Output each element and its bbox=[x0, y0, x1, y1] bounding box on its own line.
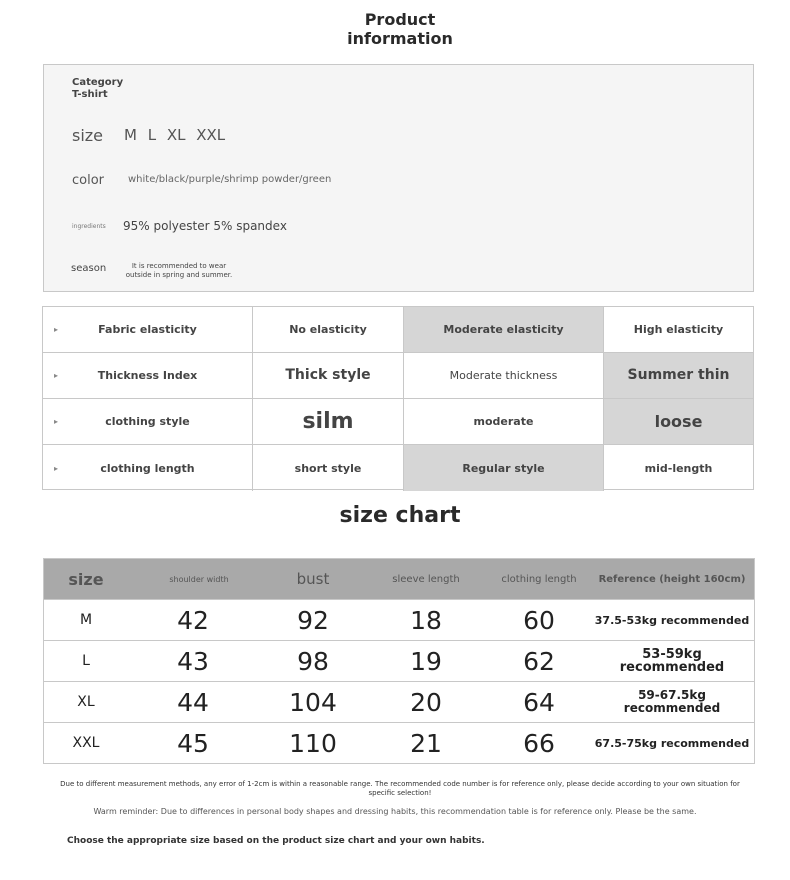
page-title-line1: Product bbox=[364, 10, 436, 29]
attribute-row-style bbox=[43, 399, 753, 445]
category-value: T-shirt bbox=[72, 89, 108, 100]
table-row bbox=[44, 640, 754, 681]
color-value: white/black/purple/shrimp powder/green bbox=[128, 174, 332, 185]
header-sleeve: sleeve length bbox=[392, 573, 460, 585]
shoulder-cell: 45 bbox=[177, 728, 209, 758]
size-cell: M bbox=[79, 612, 93, 628]
choose-size-note: Choose the appropriate size based on the product size chart and your own habits. bbox=[67, 836, 485, 846]
attribute-name-cell bbox=[43, 353, 253, 398]
reference-cell: 59-67.5kg recommended bbox=[623, 688, 721, 715]
reference-cell: 37.5-53kg recommended bbox=[594, 613, 750, 627]
attribute-grid bbox=[42, 306, 754, 490]
page-title-line2: information bbox=[347, 29, 453, 48]
attribute-name: clothing style bbox=[105, 415, 190, 428]
measurement-note: Due to different measurement methods, any error of 1-2cm is within a reasonable range. The recommended code number is for reference only, please decide according to your own situation for specific selection! bbox=[60, 780, 740, 797]
shoulder-cell: 43 bbox=[177, 646, 209, 676]
length-cell: 66 bbox=[523, 728, 555, 758]
shoulder-cell: 44 bbox=[177, 687, 209, 717]
attribute-option: moderate bbox=[404, 399, 604, 444]
triangle-right-icon: ▸ bbox=[54, 371, 59, 380]
page-title bbox=[0, 10, 790, 48]
bust-cell: 98 bbox=[297, 646, 329, 676]
attribute-name-cell bbox=[43, 307, 253, 352]
attribute-option-selected: Regular style bbox=[404, 445, 604, 491]
shoulder-cell: 42 bbox=[177, 605, 209, 635]
reference-cell: 53-59kg recommended bbox=[619, 647, 725, 675]
size-chart-title: size chart bbox=[339, 503, 461, 528]
ingredients-value: 95% polyester 5% spandex bbox=[123, 219, 287, 233]
bust-cell: 104 bbox=[289, 687, 337, 717]
category-label: Category bbox=[72, 77, 124, 88]
attribute-option: Thick style bbox=[253, 353, 404, 398]
size-cell: L bbox=[82, 653, 90, 669]
length-cell: 60 bbox=[523, 605, 555, 635]
triangle-right-icon: ▸ bbox=[54, 463, 59, 473]
size-table-header bbox=[44, 559, 754, 599]
sleeve-cell: 18 bbox=[410, 605, 442, 635]
sleeve-cell: 21 bbox=[410, 728, 442, 758]
attribute-option: High elasticity bbox=[633, 323, 724, 336]
size-value: M L XL XXL bbox=[124, 126, 226, 144]
attribute-name: Fabric elasticity bbox=[98, 323, 197, 336]
bust-cell: 92 bbox=[297, 605, 329, 635]
triangle-right-icon: ▸ bbox=[54, 417, 59, 426]
reference-cell: 67.5-75kg recommended bbox=[594, 736, 750, 750]
header-size: size bbox=[68, 569, 104, 589]
ingredients-label: ingredients bbox=[72, 223, 106, 230]
sleeve-cell: 20 bbox=[410, 687, 442, 717]
bust-cell: 110 bbox=[289, 728, 337, 758]
length-cell: 62 bbox=[523, 646, 555, 676]
attribute-option-selected: loose bbox=[604, 399, 753, 444]
header-bust: bust bbox=[296, 570, 330, 588]
size-chart-table bbox=[43, 558, 755, 764]
attribute-name: Thickness Index bbox=[97, 369, 198, 382]
season-label: season bbox=[71, 263, 107, 274]
attribute-row-length bbox=[43, 445, 753, 491]
attribute-name: clothing length bbox=[100, 461, 195, 475]
table-row bbox=[44, 722, 754, 763]
sleeve-cell: 19 bbox=[410, 646, 442, 676]
triangle-right-icon: ▸ bbox=[54, 325, 59, 334]
attribute-option: Moderate thickness bbox=[404, 353, 604, 398]
header-shoulder: shoulder width bbox=[169, 574, 229, 584]
attribute-option-selected: Moderate elasticity bbox=[404, 307, 604, 352]
attribute-row-elasticity bbox=[43, 307, 753, 353]
size-label: size bbox=[72, 126, 104, 145]
color-label: color bbox=[72, 173, 105, 188]
product-info-panel bbox=[43, 64, 754, 292]
attribute-option: mid-length bbox=[644, 461, 713, 475]
size-cell: XL bbox=[77, 694, 95, 710]
attribute-name-cell bbox=[43, 399, 253, 444]
season-value: It is recommended to wear outside in spring and summer. bbox=[125, 262, 233, 279]
header-length: clothing length bbox=[501, 573, 577, 585]
length-cell: 64 bbox=[523, 687, 555, 717]
header-reference: Reference (height 160cm) bbox=[598, 573, 746, 585]
attribute-name-cell bbox=[43, 445, 253, 491]
size-cell: XXL bbox=[72, 735, 100, 751]
attribute-option: silm bbox=[253, 399, 404, 444]
attribute-option: short style bbox=[253, 445, 404, 491]
table-row bbox=[44, 681, 754, 722]
table-row bbox=[44, 599, 754, 640]
attribute-row-thickness bbox=[43, 353, 753, 399]
attribute-option-selected: Summer thin bbox=[604, 353, 753, 398]
attribute-option: No elasticity bbox=[253, 307, 404, 352]
warm-reminder-note: Warm reminder: Due to differences in personal body shapes and dressing habits, this recommendation table is for reference only. Please be the same. bbox=[93, 807, 697, 816]
